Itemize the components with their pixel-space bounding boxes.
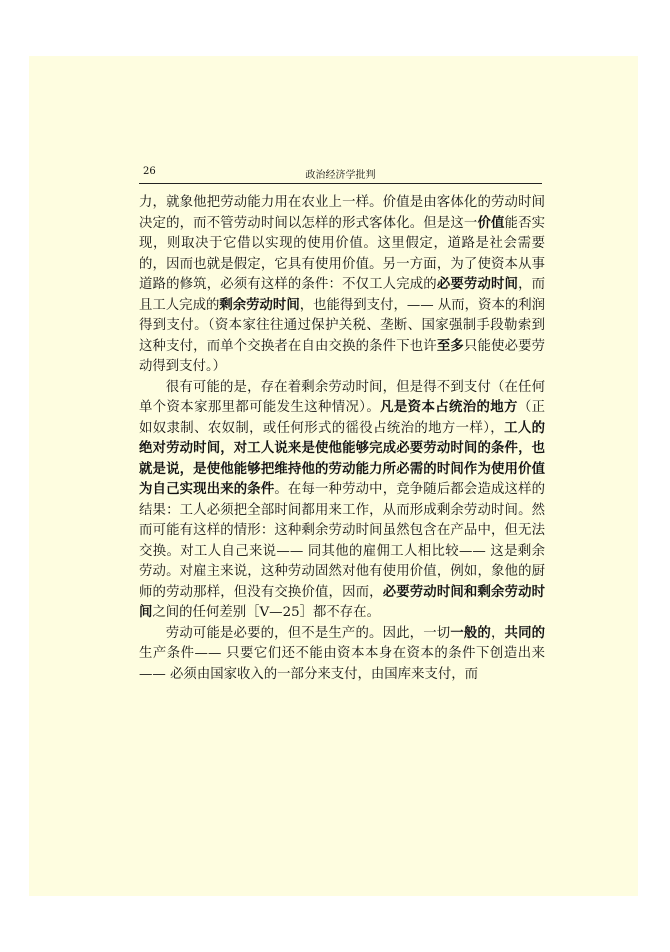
- text-segment: ，而且工人完成的: [139, 277, 546, 313]
- bold-text-segment: 凡是资本占统治的地方: [380, 400, 518, 415]
- bold-text-segment: 至多: [436, 338, 464, 354]
- text-segment: 生产条件—— 只要它们还不能由资本本身在资本的条件下创造出来—— 必须由国家收入的一部分来支付，由国库来支付，而: [139, 646, 545, 682]
- paragraph: [139, 378, 545, 624]
- bold-text-segment: 一般的: [450, 625, 491, 641]
- page-number: 26: [143, 166, 156, 177]
- bold-text-segment: 必要劳动时间: [436, 277, 519, 292]
- text-segment: （正如奴隶制、农奴制，或任何形式的徭役占统治的地方一样），: [139, 400, 546, 436]
- running-title: 政治经济学批判: [305, 170, 376, 181]
- text-segment: 。在每一种劳动中，竞争随后都会造成这样的结果：工人必须把全部时间都用来工作，从而形成剩余劳动时间。然而可能有这样的情形：这种剩余劳动时间虽然包含在产品中，但无法交换。对工人自己来说—— 同其他的雇佣工人相比较—— 这是剩余劳动。对雇主来说，这种劳动固然对他有使用价值，例如，象他的厨师的劳动那样，但没有交换价值，因而，: [139, 482, 546, 600]
- text-segment: 之间的任何差别［Ⅴ—25］都不存在。: [152, 605, 380, 620]
- bold-text-segment: 工人的绝对劳动时间，对工人说来是使他能够完成必要劳动时间的条件，也就是说，是使他能够把维持他的劳动能力所必需的时间作为使用价值为自己实现出来的条件: [139, 420, 545, 497]
- bold-text-segment: 必要劳动时间和剩余劳动时间: [139, 584, 545, 620]
- paragraph: [139, 193, 545, 378]
- body-text: [139, 193, 545, 685]
- running-header: [139, 163, 542, 184]
- text-segment: 力，就象他把劳动能力用在农业上一样。价值是由客体化的劳动时间决定的，而不管劳动时间以怎样的形式客体化。但是这一: [139, 195, 545, 231]
- bold-text-segment: 共同的: [504, 625, 546, 641]
- text-segment: 能否实现，则取决于它借以实现的使用价值。这里假定，道路是社会需要的，因而也就是假定，它具有使用价值。另一方面，为了使资本从事道路的修筑，必须有这样的条件：不仅工人完成的: [139, 215, 546, 292]
- paragraph: [139, 624, 545, 686]
- bold-text-segment: 价值: [477, 215, 505, 231]
- text-segment: 很有可能的是，存在着剩余劳动时间，但是得不到支付（在任何单个资本家那里都可能发生这种情况）。: [139, 379, 545, 415]
- text-segment: ，也能得到支付，—— 从而，资本的利润得到支付。（资本家往往通过保护关税、垄断、国家强制手段勒索到这种支付，而单个交换者在自由交换的条件下也许: [139, 297, 546, 354]
- text-segment: ，: [490, 625, 505, 641]
- text-segment: 劳动可能是必要的，但不是生产的。因此，一切: [165, 625, 451, 641]
- text-segment: 只能使必要劳动得到支付。）: [139, 338, 546, 374]
- bold-text-segment: 剩余劳动时间: [219, 297, 300, 313]
